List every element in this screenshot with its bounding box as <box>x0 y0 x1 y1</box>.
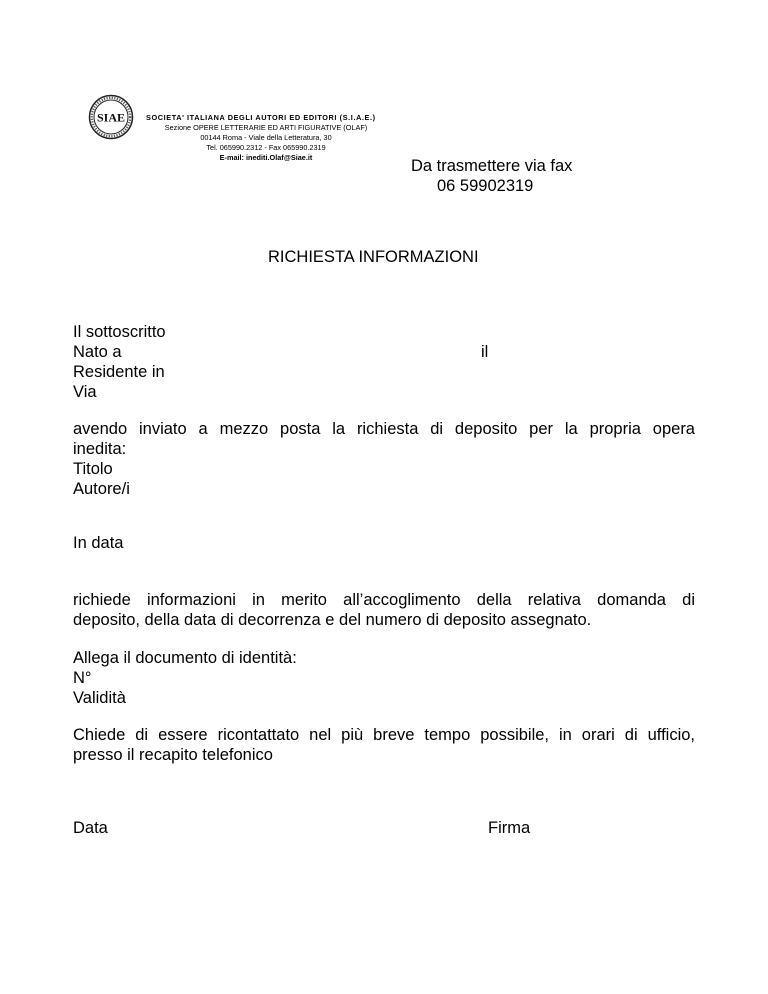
deposit-line-2: inedita: <box>73 440 127 458</box>
label-data: Data <box>73 819 108 837</box>
request-paragraph <box>73 590 695 630</box>
request-line-1: richiede informazioni in merito all’accoglimento della relativa domanda di <box>73 591 695 609</box>
fax-number: 06 59902319 <box>437 177 534 195</box>
org-section: Sezione OPERE LETTERARIE ED ARTI FIGURATIVE (OLAF) <box>164 123 368 132</box>
deposit-line-1: avendo inviato a mezzo posta la richiesta di deposito per la propria opera <box>73 420 695 438</box>
fax-note-line1: Da trasmettere via fax <box>411 157 573 175</box>
label-titolo: Titolo <box>73 460 113 478</box>
org-name: SOCIETA' ITALIANA DEGLI AUTORI ED EDITORI (S.I.A.E.) <box>146 113 376 122</box>
siae-seal-logo <box>88 94 134 140</box>
label-validita: Validità <box>73 689 126 707</box>
label-in-data: In data <box>73 534 124 552</box>
label-allega: Allega il documento di identità: <box>73 649 297 667</box>
deposit-paragraph <box>73 419 695 499</box>
label-residente: Residente in <box>73 363 165 381</box>
label-sottoscritto: Il sottoscritto <box>73 323 166 341</box>
contact-line-2: presso il recapito telefonico <box>73 746 273 764</box>
label-numero: N° <box>73 669 92 687</box>
label-via: Via <box>73 383 97 401</box>
contact-line-1: Chiede di essere ricontattato nel più breve tempo possibile, in orari di ufficio, <box>73 726 695 744</box>
label-il: il <box>481 343 489 361</box>
page-title: RICHIESTA INFORMAZIONI <box>268 248 479 266</box>
label-autore: Autore/i <box>73 480 130 498</box>
org-email: E-mail: inediti.Olaf@Siae.it <box>219 153 313 162</box>
contact-paragraph <box>73 725 695 765</box>
svg-text:SIAE: SIAE <box>96 110 126 125</box>
org-address: 00144 Roma - Viale della Letteratura, 30 <box>200 133 332 142</box>
org-phones: Tel. 065990.2312 - Fax 065990.2319 <box>206 143 326 152</box>
label-nato-a: Nato a <box>73 343 122 361</box>
request-line-2: deposito, della data di decorrenza e del numero di deposito assegnato. <box>73 611 592 629</box>
label-firma: Firma <box>488 819 531 837</box>
